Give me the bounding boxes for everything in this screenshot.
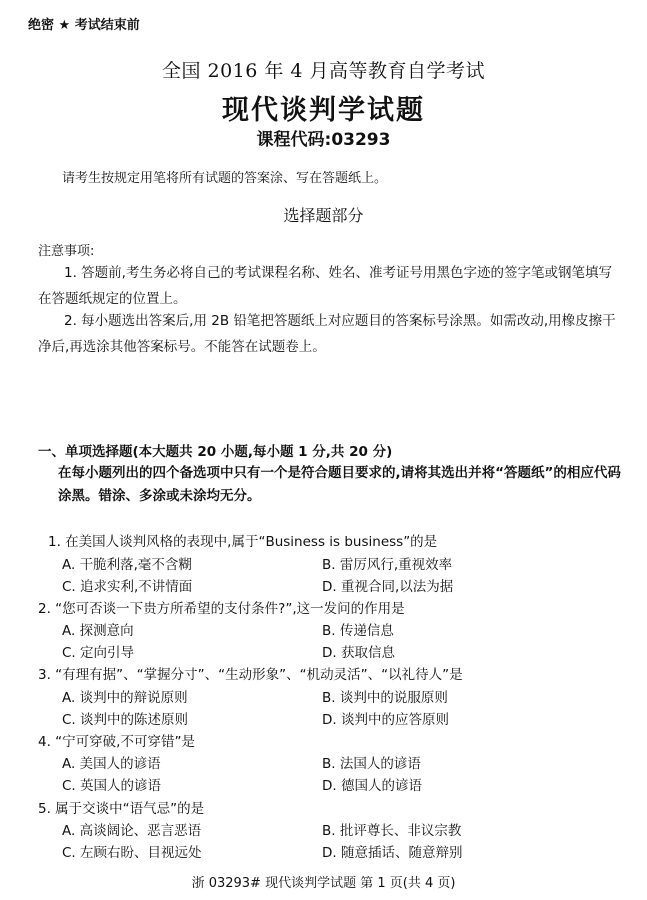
part-instruction: 在每小题列出的四个备选项中只有一个是符合题目要求的,请将其选出并将“答题纸”的相应代码涂黑。错涂、多涂或未涂均无分。 (58, 465, 621, 504)
option-d: D. 德国人的谚语 (322, 778, 422, 794)
option-d: D. 获取信息 (322, 645, 395, 661)
confidential-label: 绝密 ★ 考试结束前 (28, 18, 140, 33)
option-b: B. 批评尊长、非议宗教 (322, 823, 462, 839)
answer-notice: 请考生按规定用笔将所有试题的答案涂、写在答题纸上。 (62, 171, 388, 186)
exam-title: 全国 2016 年 4 月高等教育自学考试 (161, 60, 486, 82)
option-a: A. 高谈阔论、恶言恶语 (62, 823, 202, 839)
question-stem: 1. 在美国人谈判风格的表现中,属于“Business is business”的是 (48, 534, 438, 550)
option-c: C. 英国人的谚语 (62, 778, 162, 794)
page-footer: 浙 03293# 现代谈判学试题 第 1 页(共 4 页) (191, 876, 456, 891)
option-d: D. 重视合同,以法为据 (322, 579, 454, 595)
option-c: C. 左顾右盼、目视远处 (62, 845, 202, 861)
option-a: A. 谈判中的辩说原则 (62, 690, 188, 706)
option-a: A. 美国人的谚语 (62, 756, 161, 772)
section-title: 选择题部分 (283, 206, 364, 225)
option-d: D. 谈判中的应答原则 (322, 712, 449, 728)
paper-title: 现代谈判学试题 (222, 95, 425, 126)
question-stem: 5. 属于交谈中“语气忌”的是 (38, 801, 205, 817)
part-heading: 一、单项选择题(本大题共 20 小题,每小题 1 分,共 20 分) (38, 444, 393, 460)
note-item-2: 2. 每小题选出答案后,用 2B 铅笔把答题纸上对应题目的答案标号涂黑。如需改动,用橡皮擦干净后,再选涂其他答案标号。不能答在试题卷上。 (38, 313, 616, 355)
question-stem: 3. “有理有据”、“掌握分寸”、“生动形象”、“机动灵活”、“以礼待人”是 (38, 667, 463, 683)
option-a: A. 干脆利落,毫不含糊 (62, 557, 192, 573)
option-b: B. 雷厉风行,重视效率 (322, 557, 453, 573)
question-stem: 2. “您可否谈一下贵方所希望的支付条件?”,这一发问的作用是 (38, 601, 405, 617)
option-c: C. 定向引导 (62, 645, 135, 661)
option-a: A. 探测意向 (62, 623, 134, 639)
option-b: B. 谈判中的说服原则 (322, 690, 448, 706)
option-b: B. 传递信息 (322, 623, 394, 639)
question-stem: 4. “宁可穿破,不可穿错”是 (38, 734, 195, 750)
notes-heading: 注意事项: (38, 244, 95, 259)
note-item-1: 1. 答题前,考生务必将自己的考试课程名称、姓名、准考证号用黑色字迹的签字笔或钢笔填写在答题纸规定的位置上。 (38, 265, 612, 307)
option-b: B. 法国人的谚语 (322, 756, 421, 772)
option-c: C. 追求实利,不讲情面 (62, 579, 193, 595)
option-c: C. 谈判中的陈述原则 (62, 712, 189, 728)
course-code: 课程代码:03293 (256, 130, 391, 150)
option-d: D. 随意插话、随意辩别 (322, 845, 463, 861)
